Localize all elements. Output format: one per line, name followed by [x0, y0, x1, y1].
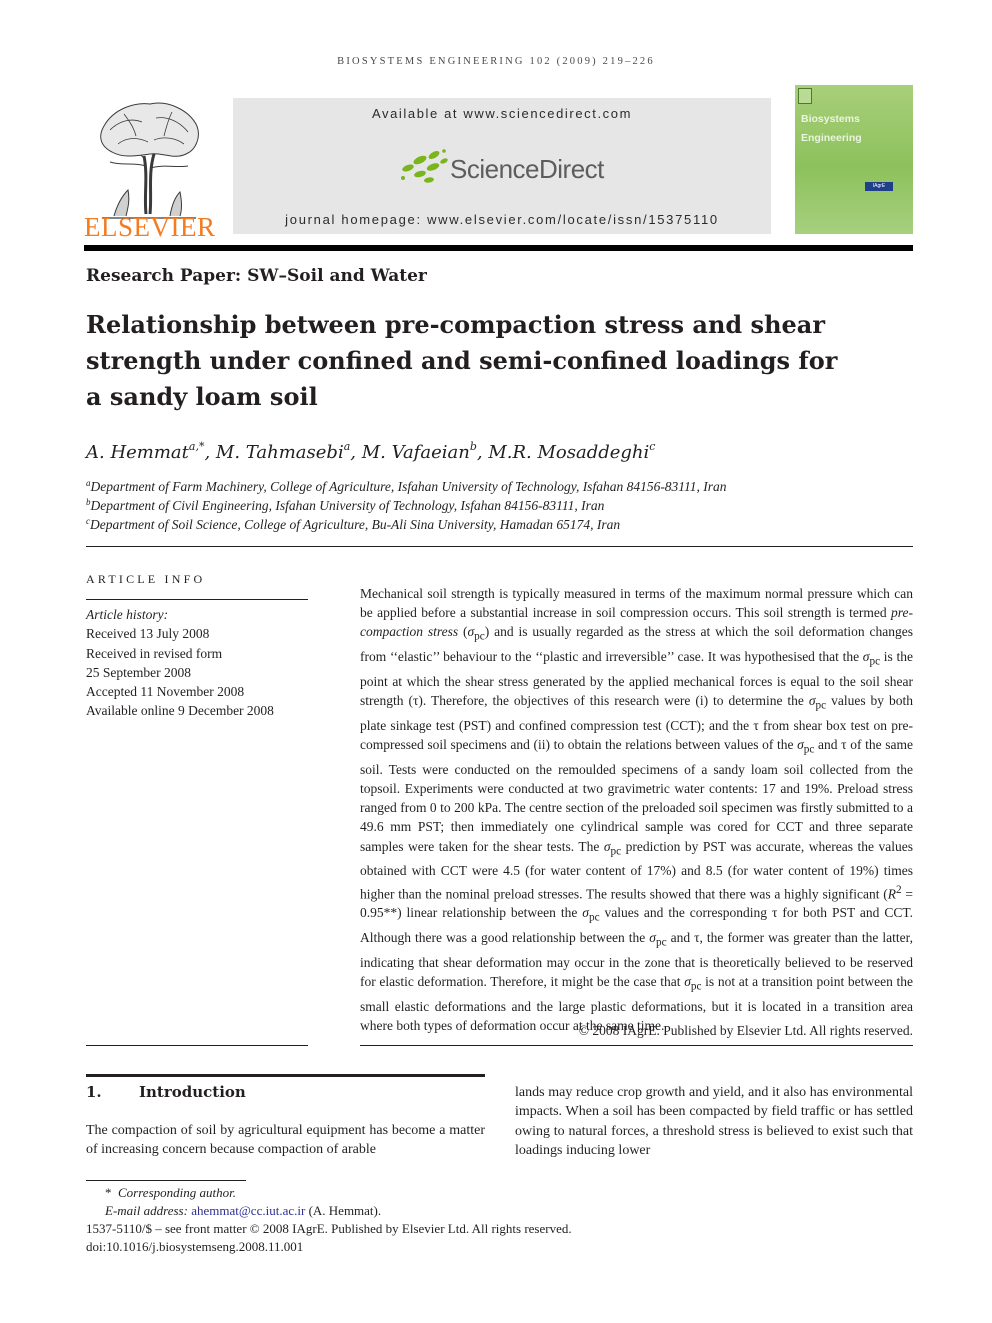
affiliation: $^a$Department of Farm Machinery, College of Agriculture, Isfahan University of Technology, Isfahan 84156-83111, Iran: [86, 478, 727, 494]
cover-emblem-icon: [798, 88, 812, 104]
history-item: Received in revised form: [86, 645, 223, 661]
history-item: Received 13 July 2008: [86, 626, 210, 642]
history-item: Accepted 11 November 2008: [86, 684, 245, 700]
footnote-divider: [86, 1180, 246, 1181]
abstract: Mechanical soil strength is typically measured in terms of the maximum normal pressure which can be applied before a substantial increase in soil compression occurs. This soil strength is termed pre-compaction stress $(\sigma_{pc})$ and is usually regarded as the stress at which the soil deformation changes from ‘‘elastic’’ behaviour to the ‘‘plastic and irreversible’’ case. It was hypothesised that the $\sigma_{pc}$ is the point at which the shear stress generated by the applied mechanical forces is equal to the soil shear strength (τ). Therefore, the objectives of this research were (i) to determine the $\sigma_{pc}$ values by both plate sinkage test (PST) and confined compression test (CCT); and the τ from shear box test on pre-compressed soil specimens and (ii) to obtain the relations between values of the $\sigma_{pc}$ and τ of the same soil. Tests were conducted on the remoulded specimens of a sandy loam soil collected from the topsoil. Experiments were conducted at two gravimetric water contents: 17 and 19%. Preload stress ranged from 0 to 200 kPa. The centre section of the preloaded soil specimen was firstly submitted to a 49.6 mm PST; then immediately one cylindrical sample was cored for CCT and three separate samples were taken for the shear tests. The $\sigma_{pc}$ prediction by PST was accurate, whereas the values obtained with CCT were 4.5 (for water content of 17%) and 8.5 (for water content of 19%) times higher than the nominal preload stresses. The results showed that there was a highly significant $(R^2 = 0.95**)$ linear relationship between the $\sigma_{pc}$ values and the corresponding τ for both PST and CCT. Although there was a good relationship between the $\sigma_{pc}$ and τ, the former was greater than the latter, indicating that shear deformation may occur in the zone that is theoretically believed to be reserved for elastic deformation. Therefore, it might be the case that $\sigma_{pc}$ is not at a transition point between the small elastic deformations and the large plastic deformations, but it is located in a transition area where both types of deformation occur at the same time.: [360, 586, 914, 1034]
section-heading: Introduction: [139, 1083, 246, 1101]
section-number: 1.: [86, 1083, 102, 1101]
paper-title: [86, 307, 906, 415]
article-info-heading: ARTICLE INFO: [86, 572, 206, 586]
abstract-bottom-divider: [360, 1045, 913, 1046]
author-name: M.R. Mosaddeghi: [488, 442, 650, 463]
title-divider: [86, 546, 913, 547]
title-line: strength under confined and semi-confined loadings for: [86, 346, 838, 375]
running-head: BIOSYSTEMS ENGINEERING 102 (2009) 219–226: [337, 56, 655, 67]
author-affiliation-mark: c: [649, 440, 656, 453]
article-history: [86, 605, 308, 721]
abstract-copyright: © 2008 IAgrE. Published by Elsevier Ltd. All rights reserved.: [578, 1023, 913, 1038]
issn-line: 1537-5110/$ – see front matter © 2008 IAgrE. Published by Elsevier Ltd. All rights reserved.: [86, 1221, 572, 1236]
cover-badge: IAgrE: [865, 182, 893, 191]
affiliation: $^b$Department of Civil Engineering, Isfahan University of Technology, Isfahan 84156-83111, Iran: [86, 497, 605, 513]
header-divider: [84, 245, 913, 251]
section-label: Research Paper: SW–Soil and Water: [86, 266, 427, 286]
author-name: A. Hemmat: [86, 442, 189, 463]
history-label: Article history:: [86, 607, 169, 622]
available-at-text: Available at www.sciencedirect.com: [371, 106, 633, 121]
author-name: M. Vafaeian: [361, 442, 470, 463]
history-item: 25 September 2008: [86, 664, 191, 680]
body-text-right: lands may reduce crop growth and yield, and it also has environmental impacts. When a soil has been compacted by field traffic or has settled owing to natural forces, a threshold stress is believed to exist such that loadings inducing lower: [515, 1085, 913, 1158]
journal-cover: [795, 85, 913, 234]
corresponding-author-note: * Corresponding author.: [105, 1185, 236, 1200]
title-line: Relationship between pre-compaction stress and shear: [86, 310, 825, 339]
footnotes: [86, 1184, 906, 1256]
author-list: A. Hemmat$^{a,*}$, M. Tahmasebi$^a$, M. Vafaeian$^b$, M.R. Mosaddeghi$^c$: [86, 440, 656, 463]
author-affiliation-mark: a,*: [188, 440, 205, 453]
email-note: E-mail address: ahemmat@cc.iut.ac.ir (A. Hemmat).: [105, 1203, 382, 1218]
author-affiliation-mark: b: [469, 440, 477, 453]
journal-homepage-text: journal homepage: www.elsevier.com/locate/issn/15375110: [285, 212, 719, 227]
author-affiliation-mark: a: [343, 440, 351, 453]
sciencedirect-wordmark: ScienceDirect: [450, 154, 604, 184]
introduction-divider: [86, 1074, 485, 1077]
article-info-bottom-divider: [86, 1045, 308, 1046]
email-link[interactable]: ahemmat@cc.iut.ac.ir: [191, 1203, 306, 1218]
history-item: Available online 9 December 2008: [86, 703, 274, 719]
doi-line[interactable]: doi:10.1016/j.biosystemseng.2008.11.001: [86, 1239, 304, 1254]
title-line: a sandy loam soil: [86, 382, 318, 411]
affiliation: $^c$Department of Soil Science, College of Agriculture, Bu-Ali Sina University, Hamadan 65174, Iran: [86, 516, 621, 532]
cover-title: Biosystems Engineering: [801, 113, 862, 144]
elsevier-wordmark: ELSEVIER: [84, 212, 216, 242]
article-info-divider: [86, 599, 308, 600]
body-text-left: The compaction of soil by agricultural equipment has become a matter of increasing concern because compaction of arable: [86, 1123, 485, 1158]
author-name: M. Tahmasebi: [215, 442, 344, 463]
